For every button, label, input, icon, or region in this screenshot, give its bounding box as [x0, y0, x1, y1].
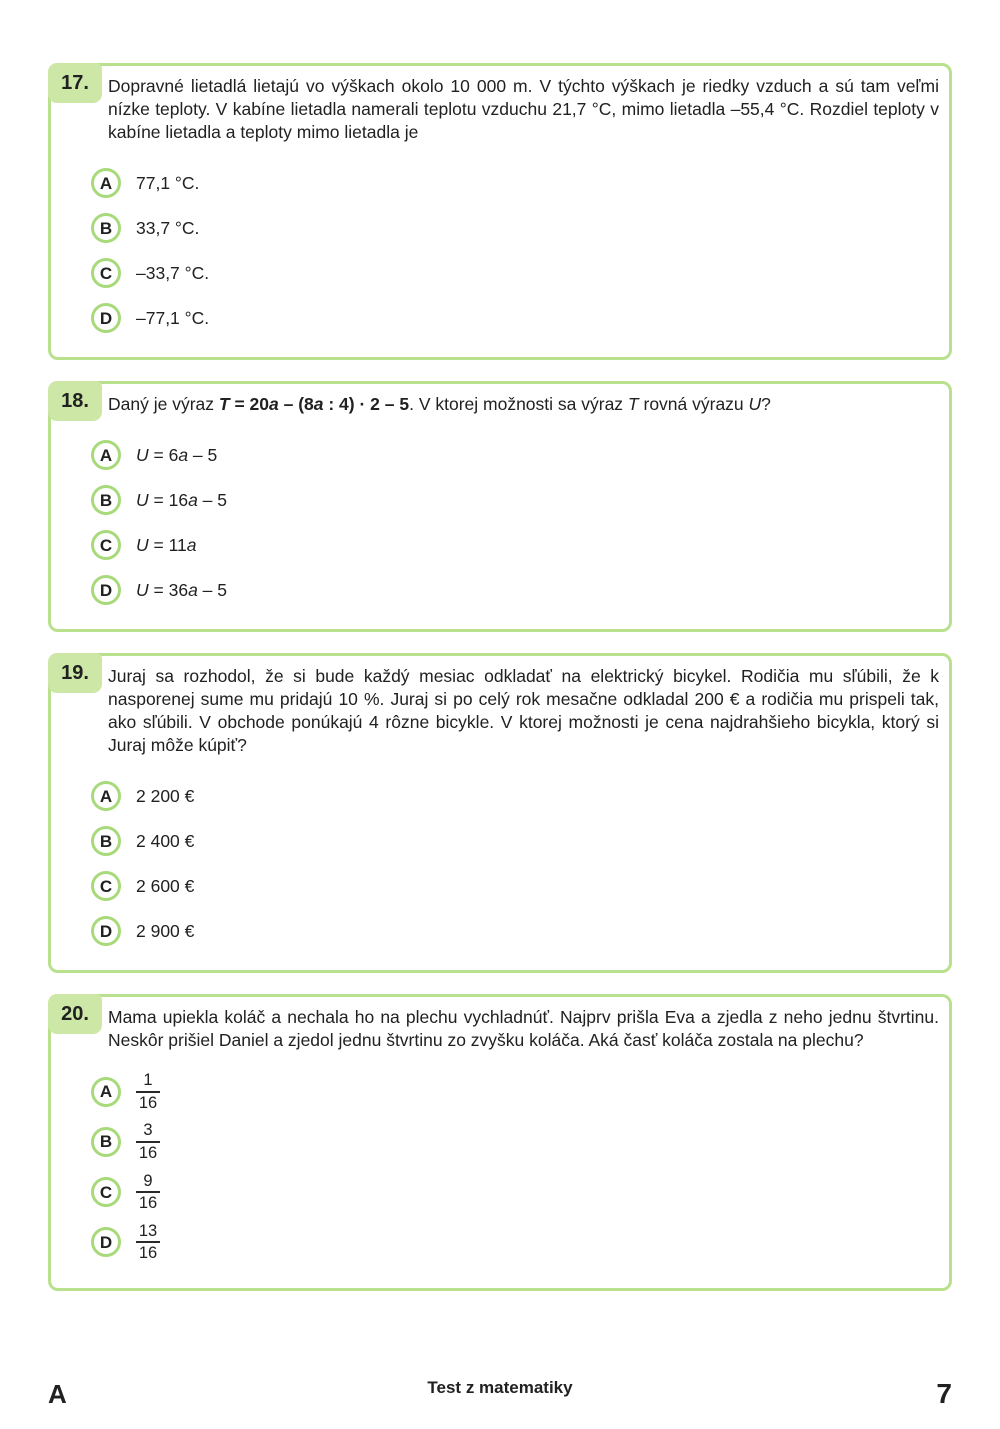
option-letter: B — [99, 831, 113, 851]
option-letter-circle — [91, 168, 121, 198]
question-number: 17. — [61, 71, 89, 94]
option-text: U = 11a — [136, 534, 197, 555]
option-text: –33,7 °C. — [136, 262, 210, 283]
option-text: 33,7 °C. — [136, 217, 200, 238]
option-letter-circle — [91, 826, 121, 856]
option-row-a — [91, 781, 939, 811]
option-letter: D — [99, 1232, 113, 1252]
options-list — [91, 1070, 939, 1264]
test-form-label: A — [48, 1379, 67, 1409]
fraction-denominator: 16 — [138, 1143, 158, 1162]
fraction-value — [136, 1171, 160, 1214]
option-letter-circle — [91, 1227, 121, 1257]
fraction-numerator: 1 — [143, 1071, 153, 1089]
question-body — [51, 66, 949, 357]
option-letter: B — [99, 1132, 113, 1152]
option-row-c — [91, 1171, 939, 1214]
option-row-b — [91, 826, 939, 856]
option-row-c — [91, 871, 939, 901]
page-number: 7 — [936, 1378, 952, 1409]
option-letter-circle — [91, 303, 121, 333]
fraction-numerator: 13 — [138, 1221, 158, 1240]
option-letter: D — [99, 580, 113, 600]
option-letter-circle — [91, 213, 121, 243]
option-letter-circle — [91, 1177, 121, 1207]
question-number-badge — [48, 994, 102, 1034]
question-box-19 — [48, 653, 952, 973]
option-row-d — [91, 303, 939, 333]
option-letter: B — [99, 218, 113, 238]
option-text: –77,1 °C. — [136, 307, 210, 328]
question-number-badge — [48, 63, 102, 103]
option-text: 2 200 € — [136, 785, 195, 806]
math-expression: T = 20a – (8a : 4) · 2 – 5 — [218, 394, 410, 414]
option-row-d — [91, 1221, 939, 1264]
question-body — [51, 997, 949, 1288]
fraction-denominator: 16 — [138, 1194, 158, 1213]
question-text: Juraj sa rozhodol, že si bude každý mesiac odkladať na elektrický bicykel. Rodičia mu sľúbili, že k nasporenej sume mu pridajú 10 %. Juraj si po celý rok mesačne odkladal 200 € a rodičia mu prispeli tak, ako sľúbili. V obchode ponúkajú 4 rôzne bicykle. V ktorej možnosti je cena najdrahšieho bicykla, ktorý si Juraj môže kúpiť? — [108, 666, 939, 755]
footer-title: Test z matematiky — [427, 1378, 573, 1397]
option-row-a — [91, 440, 939, 470]
option-letter: A — [99, 786, 113, 806]
question-text: Mama upiekla koláč a nechala ho na plechu vychladnúť. Najprv prišla Eva a zjedla z neho jednu štvrtinu. Neskôr prišiel Daniel a zjedol jednu štvrtinu zo zvyšku koláča. Aká časť koláča zostala na plechu? — [108, 1007, 939, 1050]
option-letter: A — [99, 445, 113, 465]
options-list — [91, 440, 939, 605]
option-letter-circle — [91, 440, 121, 470]
fraction-value — [136, 1070, 160, 1113]
page-footer — [48, 1378, 952, 1410]
option-letter-circle — [91, 485, 121, 515]
option-row-b — [91, 485, 939, 515]
option-letter-circle — [91, 871, 121, 901]
option-row-a — [91, 168, 939, 198]
fraction-numerator: 9 — [143, 1171, 153, 1190]
options-list — [91, 781, 939, 946]
option-text: U = 6a – 5 — [136, 444, 218, 465]
option-letter: C — [99, 535, 113, 555]
question-body — [51, 384, 949, 629]
question-box-18 — [48, 381, 952, 632]
option-text: 77,1 °C. — [136, 172, 200, 193]
option-letter-circle — [91, 258, 121, 288]
option-letter-circle — [91, 1077, 121, 1107]
options-list — [91, 168, 939, 333]
option-row-a — [91, 1070, 939, 1113]
question-body — [51, 656, 949, 970]
option-text: U = 36a – 5 — [136, 579, 227, 600]
question-text-prefix: Daný je výraz — [108, 394, 219, 414]
question-text: Dopravné lietadlá lietajú vo výškach okolo 10 000 m. V týchto výškach je riedky vzduch a sú tam veľmi nízke teploty. V kabíne lietadla namerali teplotu vzduchu 21,7 °C, mimo lietadla –55,4 °C. Rozdiel teploty v kabíne lietadla a teploty mimo lietadla je — [108, 76, 939, 142]
option-text: 2 900 € — [136, 920, 195, 941]
question-number: 20. — [61, 1002, 89, 1025]
question-number-badge — [48, 653, 102, 693]
option-letter: D — [99, 921, 113, 941]
option-row-b — [91, 1120, 939, 1163]
question-box-17 — [48, 63, 952, 360]
option-row-c — [91, 530, 939, 560]
option-row-d — [91, 575, 939, 605]
option-letter-circle — [91, 530, 121, 560]
option-text: 2 600 € — [136, 875, 195, 896]
question-text — [108, 393, 939, 416]
option-row-c — [91, 258, 939, 288]
option-row-b — [91, 213, 939, 243]
fraction-numerator: 3 — [143, 1121, 153, 1140]
option-text: U = 16a – 5 — [136, 489, 227, 510]
question-number-badge — [48, 381, 102, 421]
option-letter: A — [99, 173, 113, 193]
question-text-suffix: . V ktorej možnosti sa výraz T rovná výrazu U? — [409, 394, 771, 414]
option-letter: D — [99, 308, 113, 328]
fraction-value — [136, 1120, 160, 1163]
option-letter-circle — [91, 575, 121, 605]
question-number: 19. — [61, 661, 89, 684]
option-letter: C — [99, 876, 113, 896]
fraction-denominator: 16 — [138, 1244, 158, 1263]
fraction-denominator: 16 — [138, 1093, 158, 1112]
question-number: 18. — [61, 389, 89, 412]
test-page-content — [48, 63, 952, 1312]
option-letter: C — [99, 263, 113, 283]
option-letter-circle — [91, 916, 121, 946]
option-letter-circle — [91, 781, 121, 811]
fraction-value — [136, 1221, 160, 1264]
option-letter: B — [99, 490, 113, 510]
option-text: 2 400 € — [136, 830, 195, 851]
option-letter: A — [99, 1082, 113, 1102]
option-row-d — [91, 916, 939, 946]
option-letter: C — [99, 1182, 113, 1202]
option-letter-circle — [91, 1127, 121, 1157]
question-box-20 — [48, 994, 952, 1291]
